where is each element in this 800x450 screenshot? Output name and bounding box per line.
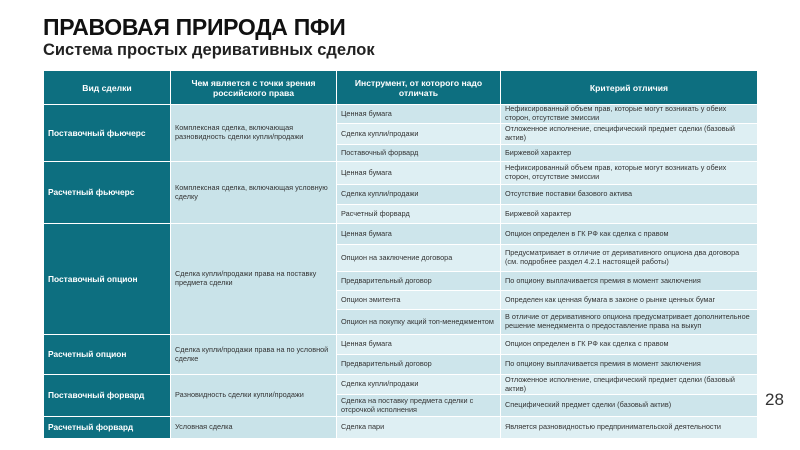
deal-kind-cell: Расчетный форвард — [44, 417, 171, 439]
criterion-cell: Является разновидностью предпринимательской деятельности — [501, 417, 758, 439]
slide-subtitle: Система простых деривативных сделок — [43, 41, 375, 59]
header-instrument: Инструмент, от которого надо отличать — [337, 71, 501, 105]
instrument-cell: Ценная бумага — [337, 162, 501, 185]
header-nature: Чем является с точки зрения российского права — [171, 71, 337, 105]
instrument-cell: Предварительный договор — [337, 272, 501, 291]
instrument-cell: Ценная бумага — [337, 335, 501, 355]
table-row — [44, 375, 758, 395]
deal-kind-cell: Поставочный фьючерс — [44, 105, 171, 162]
instrument-cell: Опцион на покупку акций топ-менеджментом — [337, 310, 501, 335]
legal-nature-cell: Комплексная сделка, включающая разновидность сделки купли/продажи — [171, 105, 337, 162]
criterion-cell: Отложенное исполнение, специфический предмет сделки (базовый актив) — [501, 124, 758, 145]
table-row — [44, 162, 758, 185]
table-row — [44, 105, 758, 124]
criterion-cell: В отличие от деривативного опциона предусматривает дополнительное решение менеджмента о предоставление права на выкуп — [501, 310, 758, 335]
criterion-cell: По опциону выплачивается премия в момент заключения — [501, 272, 758, 291]
criterion-cell: Биржевой характер — [501, 145, 758, 162]
criterion-cell: Специфический предмет сделки (базовый актив) — [501, 395, 758, 417]
legal-nature-cell: Разновидность сделки купли/продажи — [171, 375, 337, 417]
criterion-cell: Нефиксированный объем прав, которые могут возникать у обеих сторон, отсутствие эмиссии — [501, 105, 758, 124]
table-row — [44, 224, 758, 245]
criterion-cell: Отсутствие поставки базового актива — [501, 185, 758, 205]
table-header-row — [44, 71, 758, 105]
instrument-cell: Сделка купли/продажи — [337, 124, 501, 145]
derivatives-table — [43, 70, 758, 439]
criterion-cell: Отложенное исполнение, специфический предмет сделки (базовый актив) — [501, 375, 758, 395]
legal-nature-cell: Сделка купли/продажи права на по условной сделке — [171, 335, 337, 375]
instrument-cell: Ценная бумага — [337, 105, 501, 124]
deal-kind-cell: Поставочный форвард — [44, 375, 171, 417]
legal-nature-cell: Комплексная сделка, включающая условную сделку — [171, 162, 337, 224]
slide-title: ПРАВОВАЯ ПРИРОДА ПФИ — [43, 14, 346, 40]
instrument-cell: Сделка на поставку предмета сделки с отсрочкой исполнения — [337, 395, 501, 417]
criterion-cell: Биржевой характер — [501, 205, 758, 224]
instrument-cell: Опцион эмитента — [337, 291, 501, 310]
instrument-cell: Предварительный договор — [337, 355, 501, 375]
legal-nature-cell: Сделка купли/продажи права на поставку предмета сделки — [171, 224, 337, 335]
deal-kind-cell: Расчетный опцион — [44, 335, 171, 375]
criterion-cell: Опцион определен в ГК РФ как сделка с правом — [501, 224, 758, 245]
criterion-cell: Опцион определен в ГК РФ как сделка с правом — [501, 335, 758, 355]
instrument-cell: Сделка пари — [337, 417, 501, 439]
instrument-cell: Опцион на заключение договора — [337, 245, 501, 272]
criterion-cell: Нефиксированный объем прав, которые могут возникать у обеих сторон, отсутствие эмиссии — [501, 162, 758, 185]
table-row — [44, 417, 758, 439]
instrument-cell: Расчетный форвард — [337, 205, 501, 224]
deal-kind-cell: Расчетный фьючерс — [44, 162, 171, 224]
instrument-cell: Поставочный форвард — [337, 145, 501, 162]
deal-kind-cell: Поставочный опцион — [44, 224, 171, 335]
header-criterion: Критерий отличия — [501, 71, 758, 105]
criterion-cell: Предусматривает в отличие от деривативного опциона два договора (см. подробнее раздел 4.2.1 настоящей работы) — [501, 245, 758, 272]
page-number: 28 — [765, 390, 784, 409]
header-kind: Вид сделки — [44, 71, 171, 105]
instrument-cell: Ценная бумага — [337, 224, 501, 245]
table-row — [44, 335, 758, 355]
instrument-cell: Сделка купли/продажи — [337, 375, 501, 395]
legal-nature-cell: Условная сделка — [171, 417, 337, 439]
instrument-cell: Сделка купли/продажи — [337, 185, 501, 205]
criterion-cell: По опциону выплачивается премия в момент заключения — [501, 355, 758, 375]
criterion-cell: Определен как ценная бумага в законе о рынке ценных бумаг — [501, 291, 758, 310]
